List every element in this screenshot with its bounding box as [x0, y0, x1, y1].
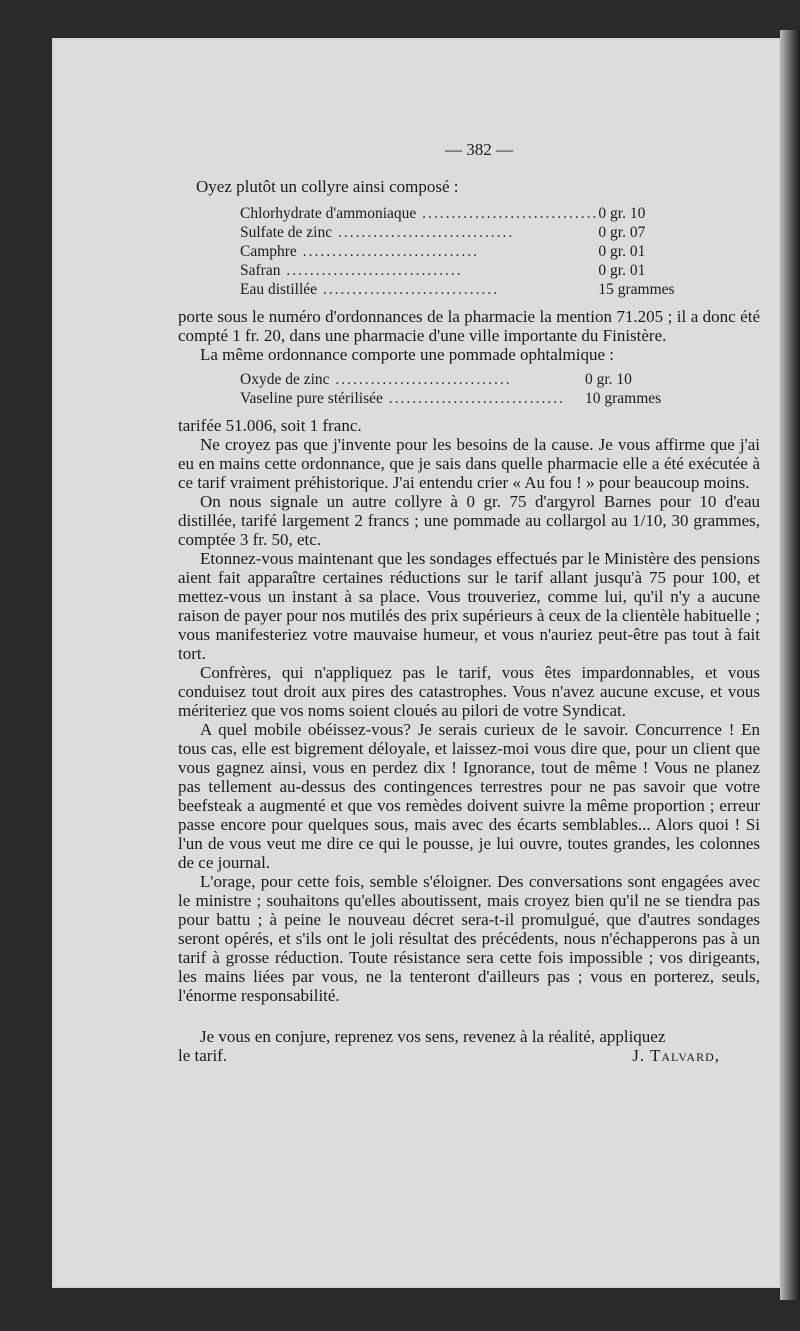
recipe-row	[240, 280, 718, 299]
ingredient-name: Eau distillée	[240, 281, 318, 298]
recipe-row	[240, 370, 705, 389]
ingredient-name: Safran	[240, 262, 281, 279]
intro-line: Oyez plutôt un collyre ainsi composé :	[196, 177, 459, 196]
ingredient-quantity: 15 grammes	[598, 281, 675, 298]
recipe-row	[240, 389, 705, 408]
paragraph: Ne croyez pas que j'invente pour les besoins de la cause. Je vous affirme que j'ai eu en mains cette ordonnance, que je sais dans quelle pharmacie elle a été exécutée à ce tarif vraiment préhistorique. J'ai entendu crier « Au fou ! » pour beaucoup moins.	[178, 435, 760, 492]
ingredient-quantity: 0 gr. 07	[598, 224, 646, 241]
paragraph: Confrères, qui n'appliquez pas le tarif, vous êtes impardonnables, et vous conduisez tout droit aux pires des catastrophes. Vous n'avez aucune excuse, et vous mériteriez que vos noms soient cloués au pilori de votre Syndicat.	[178, 663, 760, 720]
page-number: — 382 —	[445, 140, 513, 159]
ingredient-quantity: 10 grammes	[585, 390, 662, 407]
ingredient-name: Chlorhydrate d'ammoniaque	[240, 205, 417, 222]
paragraph: La même ordonnance comporte une pommade ophtalmique :	[200, 345, 615, 364]
author-signature: J. Talvard,	[632, 1046, 720, 1065]
paragraph: Etonnez-vous maintenant que les sondages effectués par le Ministère des pensions aient fait apparaître certaines réductions sur le tarif allant jusqu'à 75 pour 100, et mettez-vous un instant à sa place. Vous trouveriez, comme lui, qu'il n'y a aucune raison de payer pour nos mutilés des prix supérieurs à ceux de la clientèle habituelle ; vous manifesteriez votre mauvaise humeur, et vous n'auriez peut-être pas tout à fait tort.	[178, 549, 760, 663]
closing-paragraph: Je vous en conjure, reprenez vos sens, revenez à la réalité, appliquez	[200, 1027, 666, 1046]
recipe-row	[240, 242, 718, 261]
ingredient-quantity: 0 gr. 01	[598, 243, 646, 260]
ingredient-name: Vaseline pure stérilisée	[240, 390, 383, 407]
dot-leader: ..............................	[332, 224, 515, 241]
collyre-recipe	[240, 204, 718, 299]
page-text	[178, 140, 760, 1065]
dot-leader: ..............................	[280, 262, 463, 279]
ingredient-name: Sulfate de zinc	[240, 224, 333, 241]
paragraph: On nous signale un autre collyre à 0 gr. 75 d'argyrol Barnes pour 10 d'eau distillée, tarifé largement 2 francs ; une pommade au collargol au 1/10, 30 grammes, comptée 3 fr. 50, etc.	[178, 492, 760, 549]
dot-leader: ..............................	[317, 281, 500, 298]
paragraph: L'orage, pour cette fois, semble s'éloigner. Des conversations sont engagées avec le ministre ; souhaitons qu'elles aboutissent, mais croyez bien qu'il ne se tiendra pas pour battu ; à peine le nouveau décret sera-t-il promulgué, que d'autres sondages seront opérés, et s'ils ont le joli résultat des précédents, nous n'échapperons pas à un tarif à grosse réduction. Toute résistance sera cette fois impossible ; vos dirigeants, les mains liées par vous, ne la tenteront d'ailleurs pas ; vous en porterez, seuls, l'énorme responsabilité.	[178, 872, 760, 1005]
recipe-row	[240, 204, 718, 223]
dot-leader: ..............................	[296, 243, 479, 260]
ingredient-quantity: 0 gr. 10	[585, 371, 632, 388]
book-spine-shadow	[780, 30, 800, 1300]
recipe-row	[240, 223, 718, 242]
paragraph: porte sous le numéro d'ordonnances de la pharmacie la mention 71.205 ; il a donc été compté 1 fr. 20, dans une pharmacie d'une ville importante du Finistère.	[178, 307, 760, 345]
ingredient-quantity: 0 gr. 01	[598, 262, 646, 279]
paragraph: tarifée 51.006, soit 1 franc.	[178, 416, 362, 435]
paragraph: A quel mobile obéissez-vous? Je serais curieux de le savoir. Concurrence ! En tous cas, elle est bigrement déloyale, et laissez-moi vous dire que, pour un client que vous gagnez ainsi, vous en perdez dix ! Ignorance, tout de même ! Vous ne planez pas tellement au-dessus des contingences terrestres pour ne pas savoir que votre beefsteak a augmenté et que vos remèdes doivent suivre la même proportion ; erreur passe encore pour quelques sous, mais avec des écarts semblables... Alors quoi ! Si l'un de vous veut me dire ce qui le pousse, je lui ouvre, toutes grandes, les colonnes de ce journal.	[178, 720, 760, 872]
closing-text: le tarif.	[178, 1046, 228, 1065]
dot-leader: ..............................	[329, 371, 512, 388]
recipe-row	[240, 261, 718, 280]
ingredient-name: Oxyde de zinc	[240, 371, 330, 388]
ingredient-quantity: 0 gr. 10	[598, 205, 646, 222]
closing-line	[178, 1046, 760, 1065]
ingredient-name: Camphre	[240, 243, 297, 260]
pommade-recipe	[240, 370, 705, 408]
dot-leader: ..............................	[382, 390, 566, 407]
dot-leader: ..............................	[416, 205, 599, 222]
spacer	[178, 1005, 760, 1027]
